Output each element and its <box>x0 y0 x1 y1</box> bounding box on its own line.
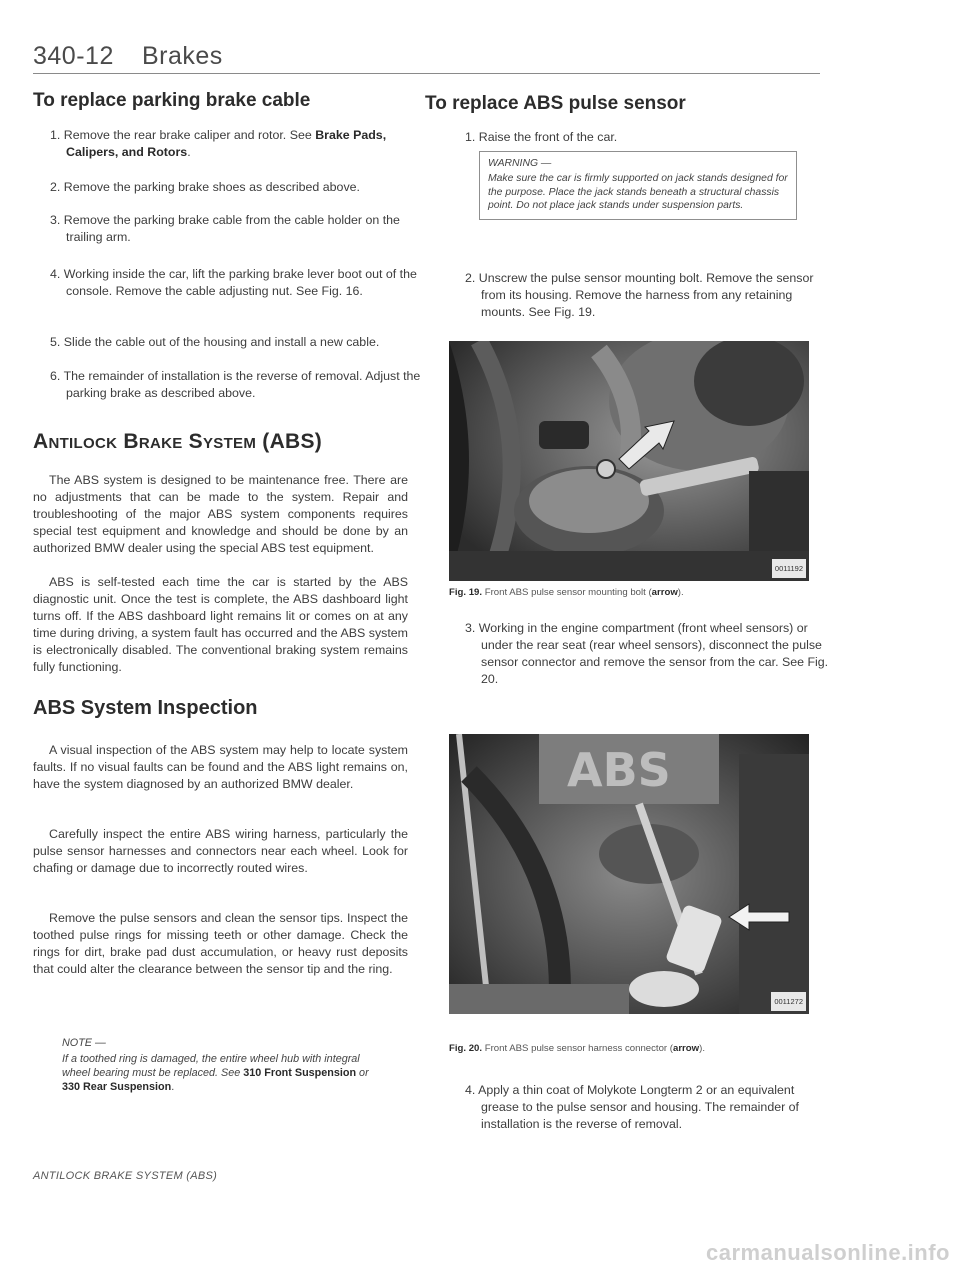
parking-step-5 <box>50 334 424 351</box>
abs-intro-paragraph: The ABS system is designed to be maintenance free. There are no adjustments that can be made to the system. Repair and troubleshooting of the major ABS system components requires special test equipment and knowledge and should be done by an authorized BMW dealer using the special ABS test equipment. <box>33 473 408 555</box>
inspection-paragraph-1: A visual inspection of the ABS system may help to locate system faults. If no visual faults can be found and the ABS light remains on, have the system diagnosed by an authorized BMW dealer. <box>33 743 408 791</box>
step-text: Remove the parking brake cable from the cable holder on the trailing arm. <box>63 213 400 244</box>
abs-inspection-heading: ABS System Inspection <box>33 697 258 719</box>
parking-step-1 <box>50 127 424 161</box>
inspection-paragraph-2: Carefully inspect the entire ABS wiring harness, particularly the pulse sensor harnesses and connectors near each wheel. Look for chafing or damage due to incorrectly routed wires. <box>33 827 408 875</box>
step-ref: Brake Pads, Calipers, and Rotors <box>66 128 387 159</box>
note-or: or <box>356 1067 369 1079</box>
fig19-label: Fig. 19. <box>449 587 483 598</box>
step-text: Apply a thin coat of Molykote Longterm 2 or an equivalent grease to the pulse sensor and housing. The remainder of installation is the reverse of removal. <box>478 1083 799 1131</box>
note-end: . <box>171 1081 175 1093</box>
pulse-sensor-heading: To replace ABS pulse sensor <box>425 93 686 114</box>
note-box <box>62 1036 382 1094</box>
fig20-caption <box>449 1040 809 1057</box>
fig19-caption <box>449 584 809 601</box>
step-number: 5. <box>50 335 61 349</box>
warning-text: Make sure the car is firmly supported on jack stands designed for the purpose. Place the jack stands beneath a structural chassis point. Do not place jack stands under suspension parts. <box>488 173 788 212</box>
step-number: 4. <box>50 267 61 281</box>
parking-step-4 <box>50 266 424 300</box>
parking-step-3 <box>50 212 424 246</box>
fig20-illustration <box>449 734 809 1014</box>
step-text: Slide the cable out of the housing and install a new cable. <box>63 335 380 349</box>
header-divider <box>33 73 820 74</box>
fig19-photo <box>449 341 809 581</box>
inspection-paragraph-3: Remove the pulse sensors and clean the sensor tips. Inspect the toothed pulse rings for missing teeth or other damage. Check the rings for dirt, brake pad dust accumulation, or heavy rust deposits that could alter the clearance between the sensor tip and the ring. <box>33 911 408 976</box>
step-number: 3. <box>50 213 61 227</box>
step-number: 2. <box>465 271 476 285</box>
step-text: Unscrew the pulse sensor mounting bolt. Remove the sensor from its housing. Remove the harness from any retaining mounts. See Fig. 19. <box>478 271 814 319</box>
running-footer: ANTILOCK BRAKE SYSTEM (ABS) <box>33 1170 218 1182</box>
fig20-photo <box>449 734 809 1014</box>
step-text: Remove the parking brake shoes as described above. <box>63 180 360 194</box>
page-number: 340-12 <box>33 42 114 70</box>
step-number: 1. <box>50 128 61 142</box>
sensor-step-3 <box>465 620 831 688</box>
watermark: carmanualsonline.info <box>706 1240 950 1265</box>
note-text: If a toothed ring is damaged, the entire wheel hub with integral wheel bearing must be replaced. See <box>62 1053 360 1079</box>
step-text: The remainder of installation is the reverse of removal. Adjust the parking brake as described above. <box>63 369 421 400</box>
fig19-image-id: 0011192 <box>772 559 806 578</box>
step-number: 1. <box>465 130 476 144</box>
warning-label: WARNING — <box>488 158 552 169</box>
note-body <box>62 1052 382 1094</box>
note-label: NOTE — <box>62 1037 106 1049</box>
note-ref-front: 310 Front Suspension <box>243 1067 357 1079</box>
fig19-end: ). <box>677 587 684 598</box>
sensor-step-4 <box>465 1082 831 1133</box>
parking-brake-heading: To replace parking brake cable <box>33 90 311 111</box>
abs-section-heading: Antilock Brake System (ABS) <box>33 430 323 453</box>
sensor-step-1 <box>465 129 831 146</box>
sensor-step-2 <box>465 270 831 321</box>
warning-box <box>479 151 797 220</box>
fig20-abs-text: ABS <box>567 743 671 797</box>
fig20-label: Fig. 20. <box>449 1043 483 1054</box>
step-number: 2. <box>50 180 61 194</box>
parking-step-2 <box>50 179 424 196</box>
fig19-text: Front ABS pulse sensor mounting bolt ( <box>484 587 652 598</box>
step-number: 3. <box>465 621 476 635</box>
step-text: Raise the front of the car. <box>478 130 618 144</box>
step-text: Working inside the car, lift the parking brake lever boot out of the console. Remove the cable adjusting nut. See Fig. 16. <box>63 267 417 298</box>
step-text-end: . <box>187 145 191 159</box>
step-number: 6. <box>50 369 61 383</box>
step-number: 4. <box>465 1083 476 1097</box>
note-ref-rear: 330 Rear Suspension <box>62 1081 172 1093</box>
fig20-image-id: 0011272 <box>771 992 806 1011</box>
parking-step-6 <box>50 368 424 402</box>
fig19-illustration <box>449 341 809 581</box>
fig20-text: Front ABS pulse sensor harness connector ( <box>484 1043 673 1054</box>
chapter-title: Brakes <box>142 42 223 70</box>
fig19-arrow-word: arrow <box>651 587 678 598</box>
step-text: Working in the engine compartment (front wheel sensors) or under the rear seat (rear wheel sensors), disconnect the pulse sensor connector and remove the sensor from the car. See Fig. 20. <box>478 621 829 686</box>
fig20-arrow-word: arrow <box>672 1043 700 1054</box>
fig20-end: ). <box>699 1043 705 1054</box>
abs-selftest-paragraph: ABS is self-tested each time the car is started by the ABS diagnostic unit. Once the test is complete, the ABS dashboard light turns off. If the ABS dashboard light remains lit or comes on at any time during driving, a system fault has occurred and the ABS system is electronically disabled. The conventional braking system remains fully functioning. <box>33 575 408 674</box>
step-text: Remove the rear brake caliper and rotor. See <box>63 128 316 142</box>
